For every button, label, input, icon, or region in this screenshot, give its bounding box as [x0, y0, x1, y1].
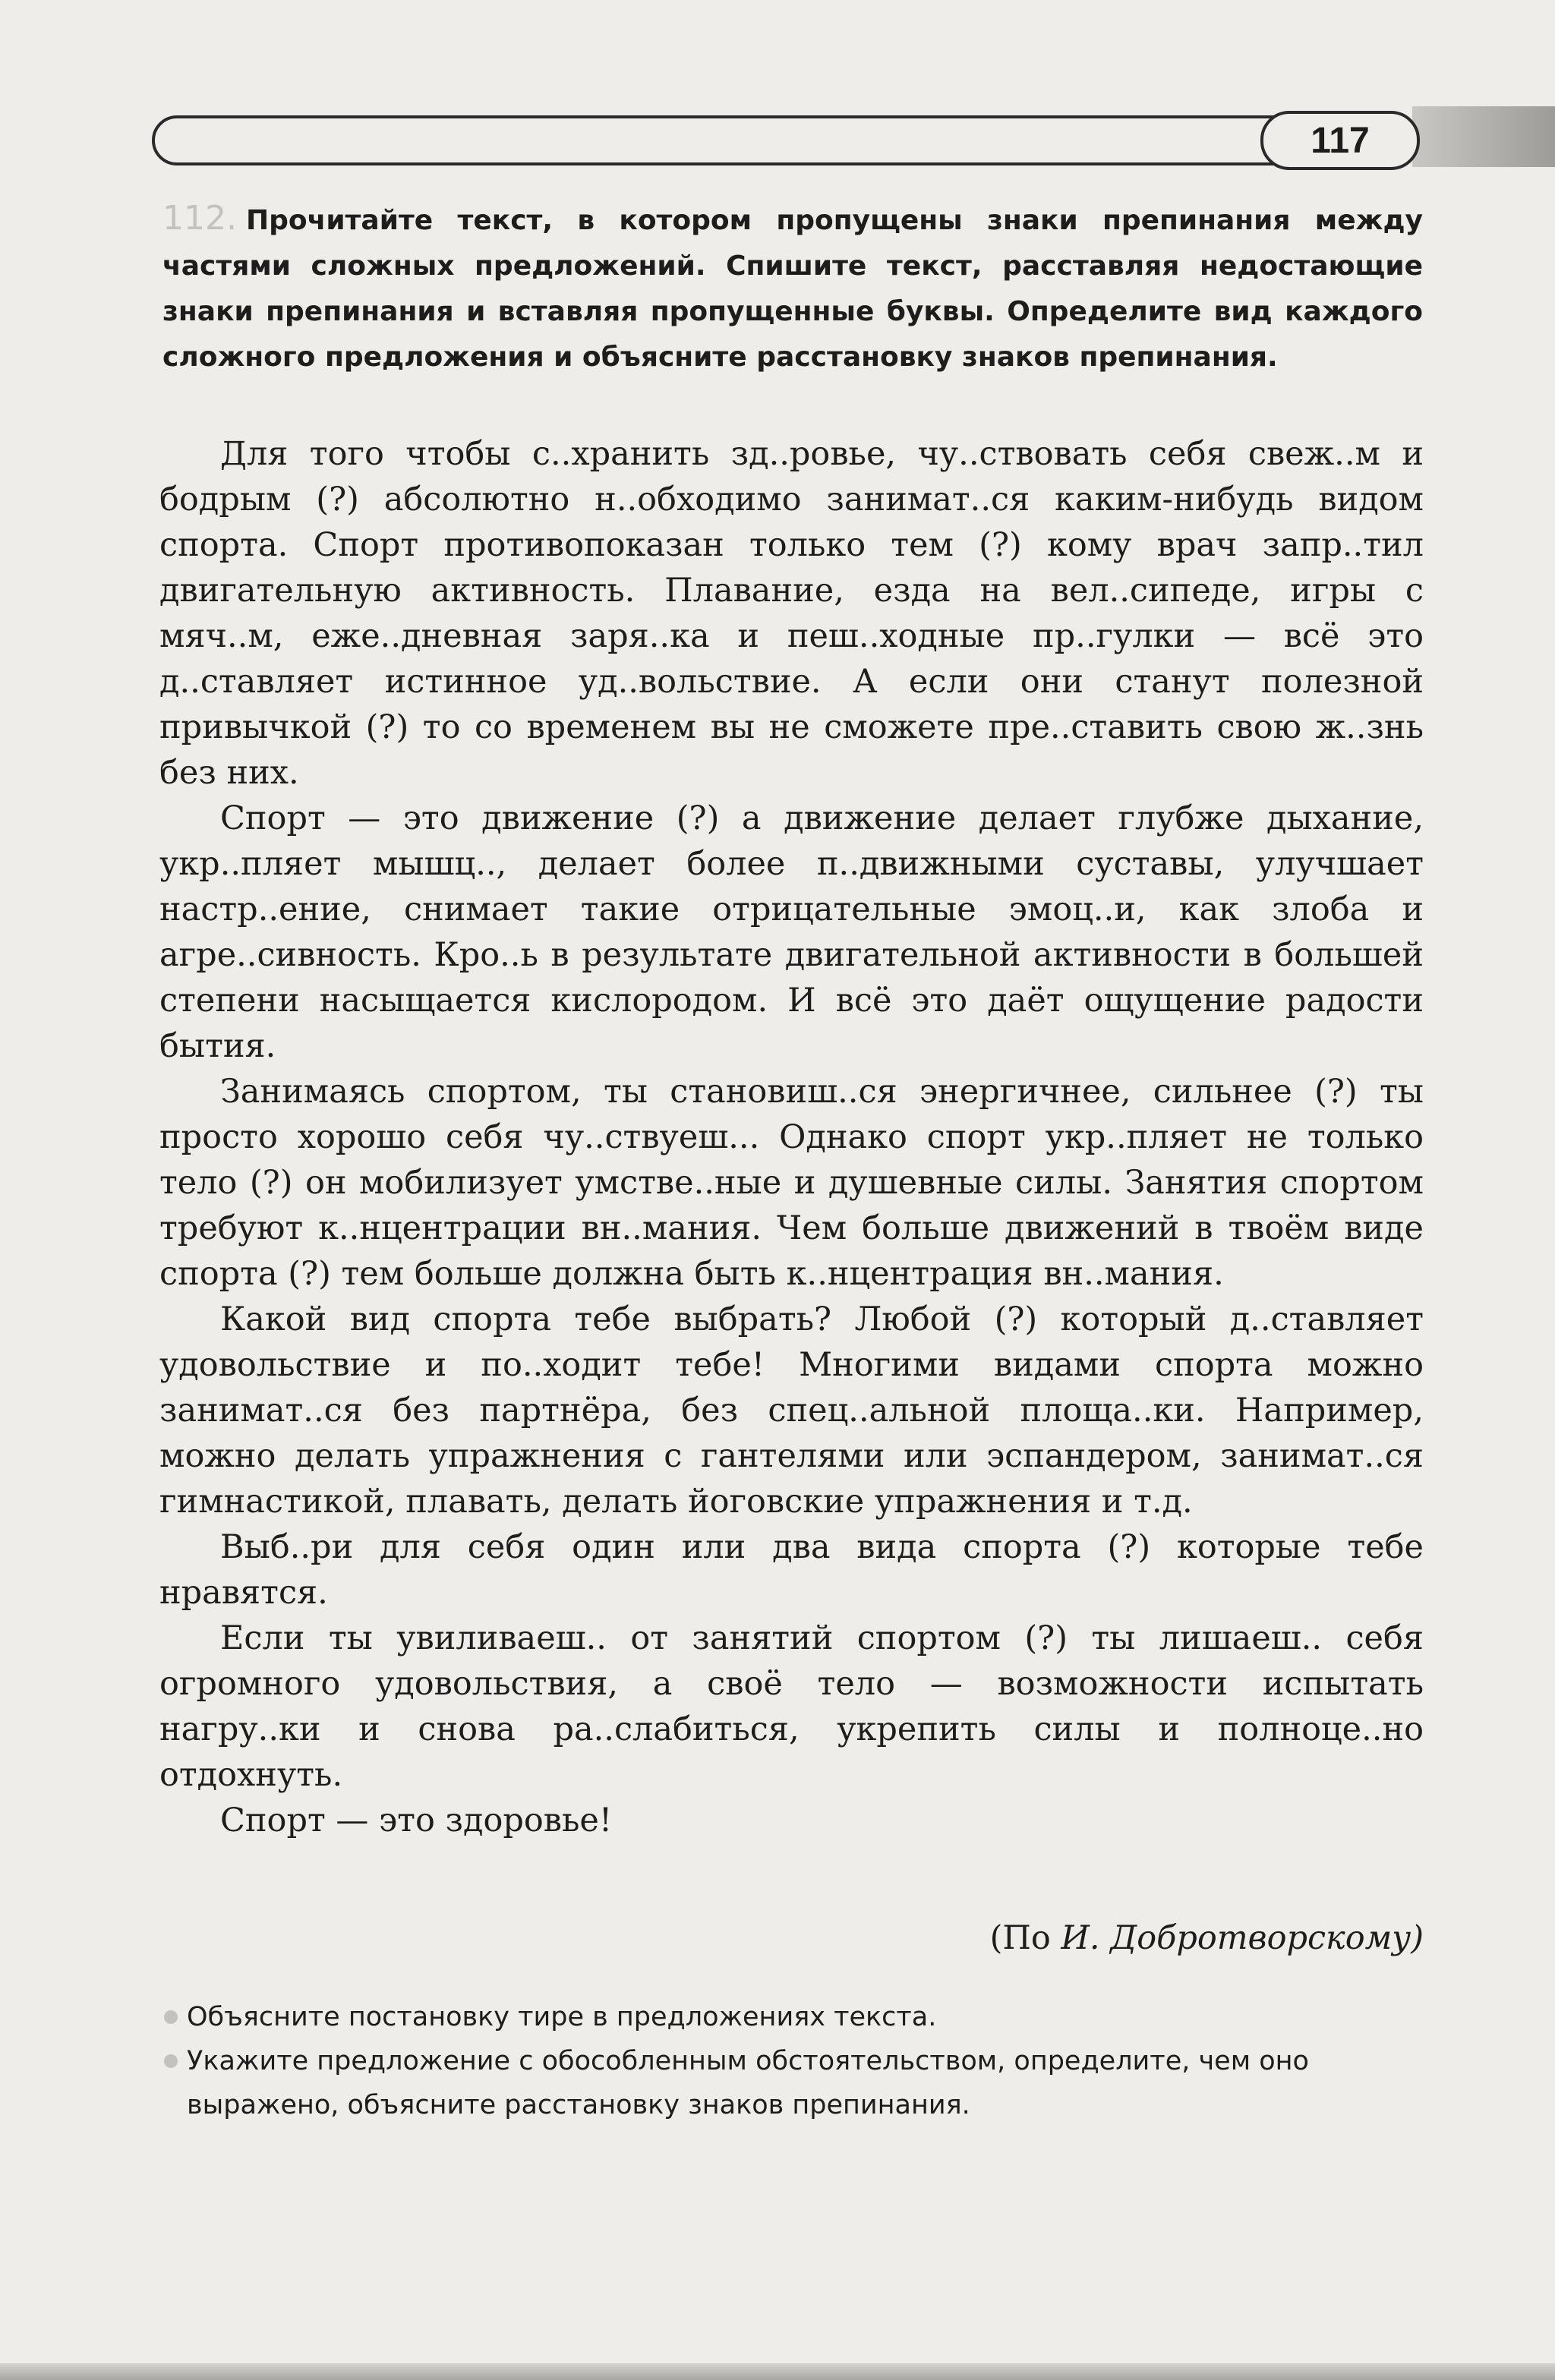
- questions-list: [159, 1995, 1424, 2127]
- question-item: [159, 2039, 1424, 2127]
- task-number: 112.: [162, 199, 237, 238]
- paragraph: Какой вид спорта тебе выбрать? Любой (?) который д..ставляет удовольствие и по..ходит тебе! Многими видами спорта можно занимат..ся без партнёра, без спец..альной площа..ки. Например, можно делать упражнения с гантелями или эспандером, занимат..ся гимнастикой, плавать, делать йоговские упражнения и т.д.: [159, 1300, 1424, 1521]
- page-edge-shade: [1412, 106, 1555, 167]
- page-number: [1260, 111, 1420, 170]
- bullet-icon: [164, 2054, 178, 2068]
- question-item: [159, 1995, 1424, 2039]
- page-number-text: 117: [1311, 120, 1370, 161]
- attribution-author: И. Добротворскому): [1061, 1919, 1424, 1957]
- attribution-open: (По: [989, 1919, 1061, 1957]
- paragraph: Для того чтобы с..хранить зд..ровье, чу..ствовать себя свеж..м и бодрым (?) абсолютно н..обходимо занимат..ся каким-нибудь видом спорта. Спорт противопоказан только тем (?) кому врач запр..тил двигательную активность. Плавание, езда на вел..сипеде, игры с мяч..м, еже..дневная заря..ка и пеш..ходные пр..гулки — всё это д..ставляет истинное уд..вольствие. А если они станут полезной привычкой (?) то со временем вы не сможете пре..ставить свою ж..знь без них.: [159, 435, 1424, 792]
- paragraph: Выб..ри для себя один или два вида спорта (?) которые тебе нравятся.: [159, 1528, 1424, 1612]
- task-instruction: [162, 196, 1423, 380]
- exercise-text: [159, 431, 1424, 1843]
- bullet-icon: [164, 2010, 178, 2024]
- question-text: Объясните постановку тире в предложениях текста.: [187, 2002, 937, 2032]
- question-text: Укажите предложение с обособленным обстоятельством, определите, чем оно выражено, объясните расстановку знаков препинания.: [187, 2046, 1309, 2120]
- paragraph: Занимаясь спортом, ты становиш..ся энергичнее, сильнее (?) ты просто хорошо себя чу..ствуеш... Однако спорт укр..пляет не только тело (?) он мобилизует умстве..ные и душевные силы. Занятия спортом требуют к..нцентрации вн..мания. Чем больше движений в твоём виде спорта (?) тем больше должна быть к..нцентрация вн..мания.: [159, 1073, 1424, 1293]
- task-text: Прочитайте текст, в котором пропущены знаки препинания между частями сложных предложений. Спишите текст, расставляя недостающие знаки препинания и вставляя пропущенные буквы. Определите вид каждого сложного предложения и объясните расстановку знаков препинания.: [162, 205, 1423, 373]
- attribution: [159, 1919, 1424, 1957]
- paragraph: Если ты увиливаеш.. от занятий спортом (?) ты лишаеш.. себя огромного удовольствия, а своё тело — возможности испытать нагру..ки и снова ра..слабиться, укрепить силы и полноце..но отдохнуть.: [159, 1619, 1424, 1794]
- page-bottom-edge: [0, 2363, 1555, 2380]
- header-rule: [152, 115, 1405, 165]
- paragraph: Спорт — это движение (?) а движение делает глубже дыхание, укр..пляет мышц.., делает более п..движными суставы, улучшает настр..ение, снимает такие отрицательные эмоц..и, как злоба и агре..сивность. Кро..ь в результате двигательной активности в большей степени насыщается кислородом. И всё это даёт ощущение радости бытия.: [159, 799, 1424, 1065]
- paragraph: Спорт — это здоровье!: [220, 1802, 613, 1839]
